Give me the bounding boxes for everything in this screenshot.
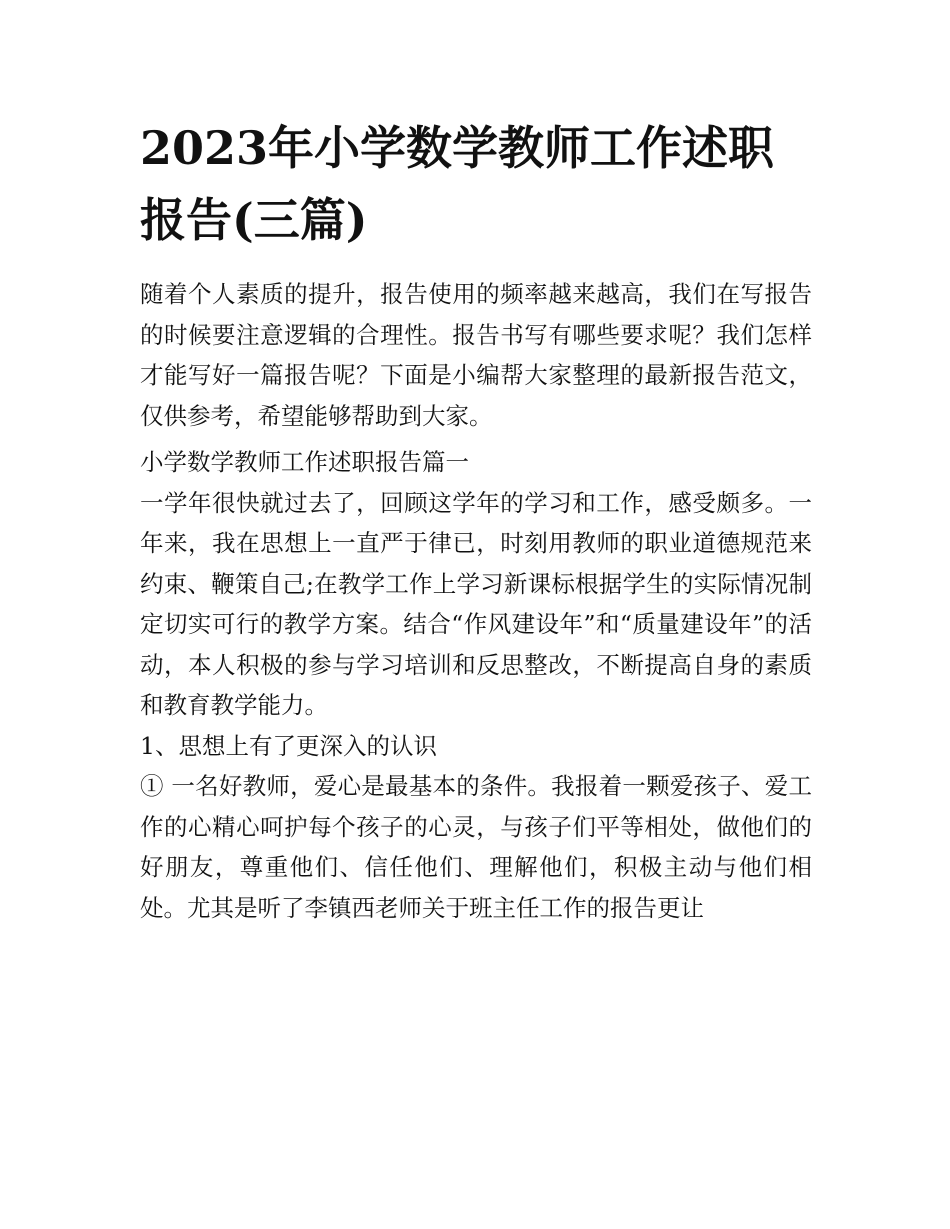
sub-point-paragraph: ① 一名好教师，爱心是最基本的条件。我报着一颗爱孩子、爱工作的心精心呵护每个孩子的心灵，与孩子们平等相处，做他们的好朋友，尊重他们、信任他们、理解他们，积极主动与他们相处。尤其是听了李镇西老师关于班主任工作的报告更让 xyxy=(140,772,812,922)
intro-paragraph: 随着个人素质的提升，报告使用的频率越来越高，我们在写报告的时候要注意逻辑的合理性。报告书写有哪些要求呢？我们怎样才能写好一篇报告呢？下面是小编帮大家整理的最新报告范文，仅供参考，希望能够帮助到大家。 xyxy=(140,280,812,430)
section-heading: 小学数学教师工作述职报告篇一 xyxy=(140,448,469,476)
body-paragraph: 一学年很快就过去了，回顾这学年的学习和工作，感受颇多。一年来，我在思想上一直严于律已，时刻用教师的职业道德规范来约束、鞭策自己;在教学工作上学习新课标根据学生的实际情况制定切实可行的教学方案。结合“作风建设年”和“质量建设年”的活动，本人积极的参与学习培训和反思整改，不断提高自身的素质和教育教学能力。 xyxy=(140,488,812,719)
point-heading: 1、思想上有了更深入的认识 xyxy=(140,731,437,760)
document-title: 2023年小学数学教师工作述职报告(三篇) xyxy=(140,121,775,247)
document-page xyxy=(140,112,812,928)
